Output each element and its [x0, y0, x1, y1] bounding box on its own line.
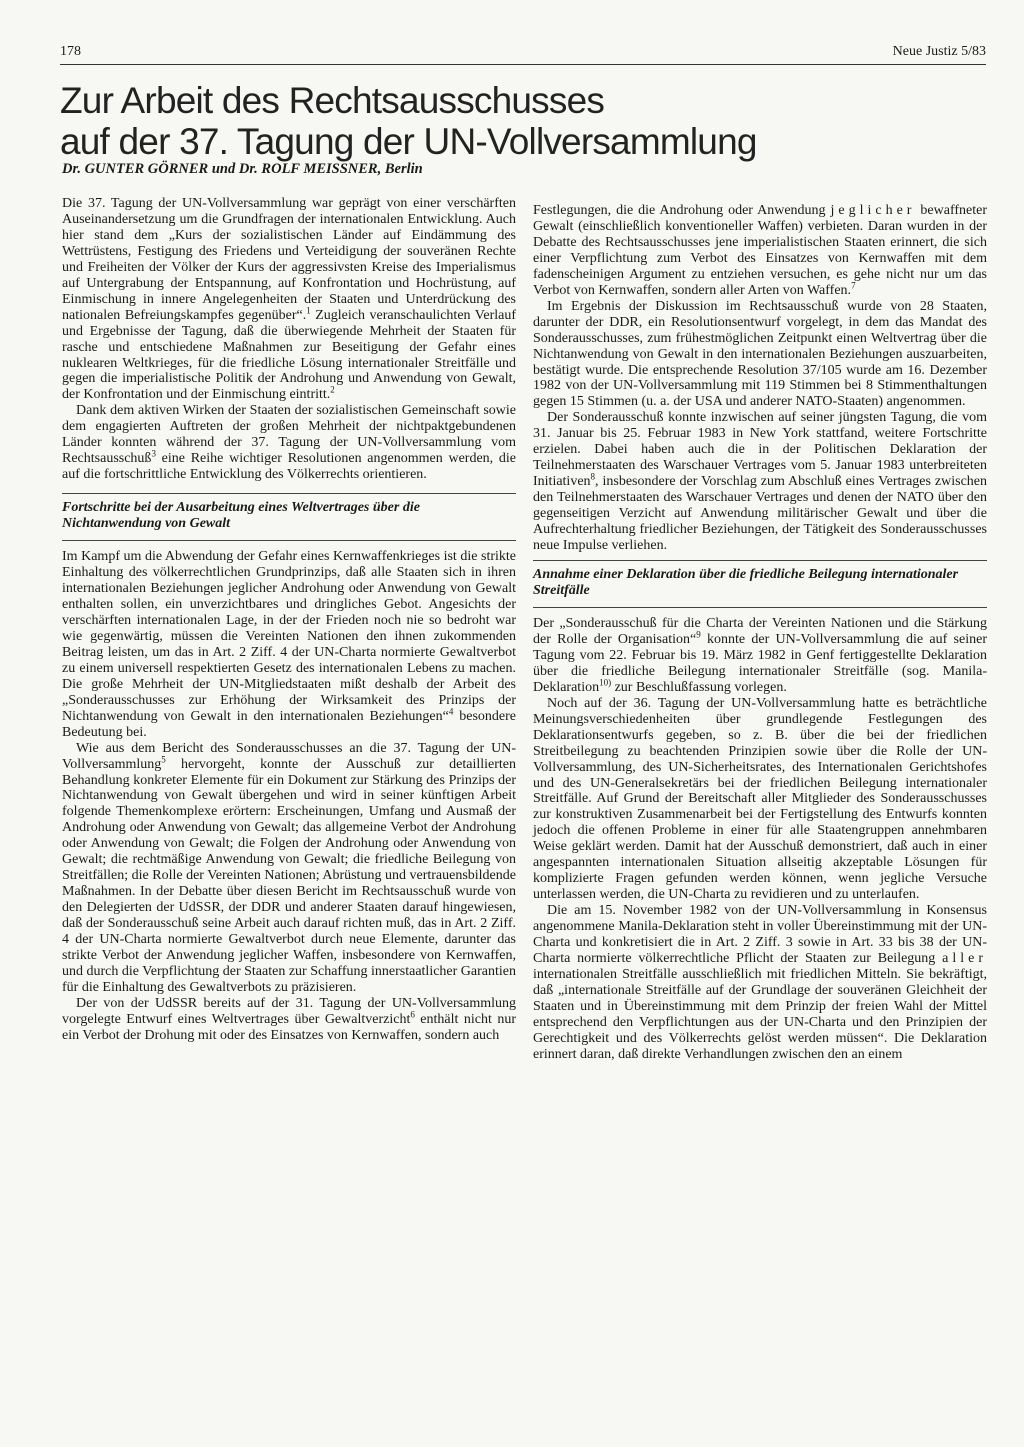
text: zur Beschlußfassung vorlegen.: [611, 679, 787, 695]
article-title: [60, 80, 760, 162]
page-number: 178: [60, 44, 81, 59]
journal-issue: Neue Justiz 5/83: [892, 44, 986, 59]
footnote-ref: 5: [161, 753, 166, 764]
text: Zugleich veranschaulichten Verlauf und Ergebnisse der Tagung, daß die überwiegende Mehrheit der Staaten für rasche und entschiedene Maßnahmen zur Beseitigung der Gefahr eines nuklearen Weltkrieges, für die friedliche Lösung internationaler Streitfälle und gegen die imperialistische Politik der Androhung und Anwendung von Gewalt, der Konfrontation und der Einmischung eintritt.: [62, 307, 516, 403]
footnote-ref: 1: [306, 305, 311, 316]
spaced-text: aller: [942, 950, 987, 966]
footnote-ref: 4: [448, 706, 454, 717]
title-line-1: Zur Arbeit des Rechtsausschusses: [60, 80, 605, 121]
title-line-2: auf der 37. Tagung der UN-Vollversammlung: [60, 121, 757, 162]
text: hervorgeht, konnte der Ausschuß zur detaillierten Behandlung konkreter Elemente für ein Dokument zur Stärkung des Prinzips der Nichtanwendung von Gewalt übergehen und wird in seiner künftigen Arbeit folgende Themenkomplexe erörtern: Erscheinungen, Umfang und Ausmaß der Androhung oder Anwendung von Gewalt; das allgemeine Verbot der Androhung oder Anwendung von Gewalt; die Folgen der Androhung oder Anwendung von Gewalt; die rechtmäßige Anwendung von Gewalt; die friedliche Beilegung von Streitfällen; die Rolle der Vereinten Nationen; Abrüstung und vertrauensbildende Maßnahmen. In der Debatte über diesen Bericht im Rechtsausschuß wurde von den Delegierten der UdSSR, der DDR und anderer Staaten darauf hingewiesen, daß der Sonderausschuß seine Arbeit auch darauf richten muß, das in Art. 2 Ziff. 4 der UN-Charta normierte Gewaltverbot durch neue Elemente, darunter das strikte Verbot der Anwendung jeglicher Waffen, insbesondere von Kernwaffen, und durch die Verpflichtung der Staaten zur Schaffung innerstaatlicher Garantien für die Einhaltung des Gewaltverbots zu präzisieren.: [62, 756, 516, 995]
paragraph: [62, 196, 516, 403]
footnote-ref: 10): [599, 677, 612, 688]
text: eine Reihe wichtiger Resolutionen angenommen werden, die auf die fortschrittliche Entwicklung des Völkerrechts orientieren.: [62, 451, 516, 483]
paragraph: Im Ergebnis der Diskussion im Rechtsausschuß wurde von 28 Staaten, darunter der DDR, ein Resolutionsentwurf vorgelegt, in dem das Mandat des Sonderausschusses, zum frühestmöglichen Zeitpunkt einen Weltvertrag über die Nichtanwendung von Gewalt in den internationalen Beziehungen auszuarbeiten, bestätigt wurde. Die entsprechende Resolution 37/105 wurde am 16. Dezember 1982 von der UN-Vollversammlung mit 119 Stimmen bei 8 Stimmenthaltungen gegen 15 Stimmen (u. a. der USA und anderer NATO-Staaten) angenommen.: [533, 298, 987, 410]
footnote-ref: 3: [151, 448, 156, 459]
paragraph: [533, 903, 987, 1063]
text: Die 37. Tagung der UN-Vollversammlung war geprägt von einer verschärften Auseinandersetzung um die Grundfragen der internationalen Entwicklung. Auch hier stand dem „Kurs der sozialistischen Länder auf Eindämmung des Wettrüstens, Festigung des Friedens und Verteidigung der souveränen Rechte und Freiheiten der Völker der Kurs der aggressivsten Kreise des Imperialismus auf Untergrabung der Entspannung, auf Konfrontation und Hochrüstung, auf Einmischung in innere Angelegenheiten der Staaten und Unterdrückung des nationalen Befreiungskampfes gegenüber“.: [62, 196, 516, 323]
right-column: [533, 203, 987, 1063]
text: Festlegungen, die die Androhung oder Anwendung: [533, 203, 831, 218]
paragraph: Noch auf der 36. Tagung der UN-Vollversammlung hatte es beträchtliche Meinungsverschiedenheiten über grundlegende Festlegungen des Deklarationsentwurfs gegeben, so z. B. über die bei der friedlichen Streitbeilegung zu beachtenden Prinzipien sowie über die Rolle der UN-Vollversammlung, des UN-Sicherheitsrates, des Internationalen Gerichtshofes und des UN-Generalsekretärs bei der friedlichen Beilegung internationaler Streitfälle. Auf Grund der Bereitschaft aller Mitglieder des Sonderausschusses zur konstruktiven Zusammenarbeit bei der Fertigstellung des Entwurfs konnten jedoch die offenen Probleme in einer für alle Staatengruppen annehmbaren Weise geklärt werden. Damit hat der Ausschuß demonstriert, daß auch in einer angespannten internationalen Situation allseitig akzeptable Lösungen für komplizierte Fragen gefunden werden können, wenn jegliche Versuche unterlassen werden, die UN-Charta zu revidieren und zu unterlaufen.: [533, 695, 987, 903]
text: Wie aus dem Bericht des Sonderausschusses an die 37. Tagung der UN-Vollversammlung: [62, 740, 516, 772]
text: Der von der UdSSR bereits auf der 31. Tagung der UN-Vollversammlung vorgelegte Entwurf eines Weltvertrages über Gewaltverzicht: [62, 995, 516, 1027]
footnote-ref: 6: [410, 1009, 415, 1020]
text: Im Kampf um die Abwendung der Gefahr eines Kernwaffenkrieges ist die strikte Einhaltung des völkerrechtlichen Grundprinzips, daß alle Staaten sich in ihren internationalen Beziehungen jeglicher Androhung oder Anwendung von Gewalt enthalten sollen, ein unverzichtbares und dringliches Gebot. Angesichts der verschärften internationalen Lage, in der der Frieden noch nie so bedroht war wie gegenwärtig, müssen die Vereinten Nationen den ihnen zukommenden Beitrag leisten, um das in Art. 2 Ziff. 4 der UN-Charta normierte Gewaltverbot zu einem universell respektierten Gesetz des internationalen Lebens zu machen. Die große Mehrheit der UN-Mitgliedstaaten mißt deshalb der Arbeit des „Sonderausschusses zur Erhöhung der Wirksamkeit des Prinzips der Nichtanwendung von Gewalt in den internationalen Beziehungen“: [62, 549, 516, 724]
page-header: [60, 44, 986, 66]
text: bewaffneter Gewalt (einschließlich konventioneller Waffen) verbieten. Daran wurden in der Debatte des Rechtsausschusses jene imperialistischen Staaten erinnert, die sich einer Verpflichtung zum Verbot des Einsatzes von Kernwaffen mit dem fadenscheinigen Argument zu entziehen versuchen, es gehe nicht nur um das Verbot von Kernwaffen, sondern aller Arten von Waffen.: [533, 203, 988, 298]
spaced-text: jeglicher: [830, 203, 916, 218]
paragraph: [62, 549, 516, 740]
article-authors: Dr. GUNTER GÖRNER und Dr. ROLF MEISSNER, Berlin: [62, 161, 423, 177]
text: internationalen Streitfälle ausschließlich mit friedlichen Mitteln. Sie bekräftigt, daß „internationale Streitfälle auf der Grundlage der souveränen Gleichheit der Staaten und in Übereinstimmung mit dem Prinzip der freien Wahl der Mittel entsprechend den Verpflichtungen aus der UN-Charta und den Prinzipien der Gerechtigkeit und des Völkerrechts gelöst werden müssen“. Die Deklaration erinnert daran, daß direkte Verhandlungen zwischen den an einem: [533, 966, 987, 1062]
footnote-ref: 9: [696, 629, 701, 640]
text: Der „Sonderausschuß für die Charta der Vereinten Nationen und die Stärkung der Rolle der Organisation“: [533, 615, 987, 647]
footnote-ref: 2: [330, 384, 335, 395]
section-heading: Fortschritte bei der Ausarbeitung eines Weltvertrages über die Nichtanwendung von Gewalt: [62, 493, 516, 541]
text: konnte der UN-Vollversammlung die auf seiner Tagung vom 22. Februar bis 19. März 1982 in Genf fertiggestellte Deklaration über die friedliche Beilegung internationaler Streitfälle (sog. Manila-Deklaration: [533, 631, 987, 695]
section-heading: Annahme einer Deklaration über die friedliche Beilegung internationaler Streitfälle: [533, 560, 987, 608]
text: Die am 15. November 1982 von der UN-Vollversammlung in Konsensus angenommene Manila-Deklaration steht in voller Übereinstimmung mit der UN-Charta und konkretisiert die in Art. 2 Ziff. 3 sowie in Art. 33 bis 38 der UN-Charta normierte völkerrechtliche Pflicht der Staaten zur Beilegung: [533, 903, 987, 966]
paragraph: [62, 403, 516, 483]
paragraph: [533, 616, 987, 696]
footnote-ref: 8: [590, 471, 596, 482]
paragraph: [533, 410, 987, 554]
left-column: [62, 196, 516, 1044]
text: Der Sonderausschuß konnte inzwischen auf seiner jüngsten Tagung, die vom 31. Januar bis 25. Februar 1983 in New York stattfand, weitere Fortschritte erzielen. Dabei haben auch die in der Politischen Deklaration der Teilnehmerstaaten des Warschauer Vertrages vom 5. Januar 1983 unterbreiteten Initiativen: [533, 410, 987, 490]
paragraph: [62, 741, 516, 996]
header-rule: [60, 64, 986, 65]
paragraph: [62, 996, 516, 1044]
text: besondere Bedeutung bei.: [62, 708, 516, 740]
text: enthält nicht nur ein Verbot der Drohung mit oder des Einsatzes von Kernwaffen, sondern auch: [62, 1011, 516, 1043]
footnote-ref: 7: [851, 280, 856, 291]
text: Dank dem aktiven Wirken der Staaten der sozialistischen Gemeinschaft sowie dem engagierten Auftreten der großen Mehrheit der nichtpaktgebundenen Länder konnten während der 37. Tagung der UN-Vollversammlung vom Rechtsausschuß: [62, 403, 516, 467]
paragraph: [533, 203, 987, 299]
text: , insbesondere der Vorschlag zum Abschluß eines Vertrages zwischen den Teilnehmerstaaten des Warschauer Vertrages und denen der NATO über den gegenseitigen Verzicht auf Anwendung militärischer Gewalt und über die Aufrechterhaltung friedlicher Beziehungen, der Tätigkeit des Sonderausschusses neue Impulse verliehen.: [533, 474, 987, 554]
